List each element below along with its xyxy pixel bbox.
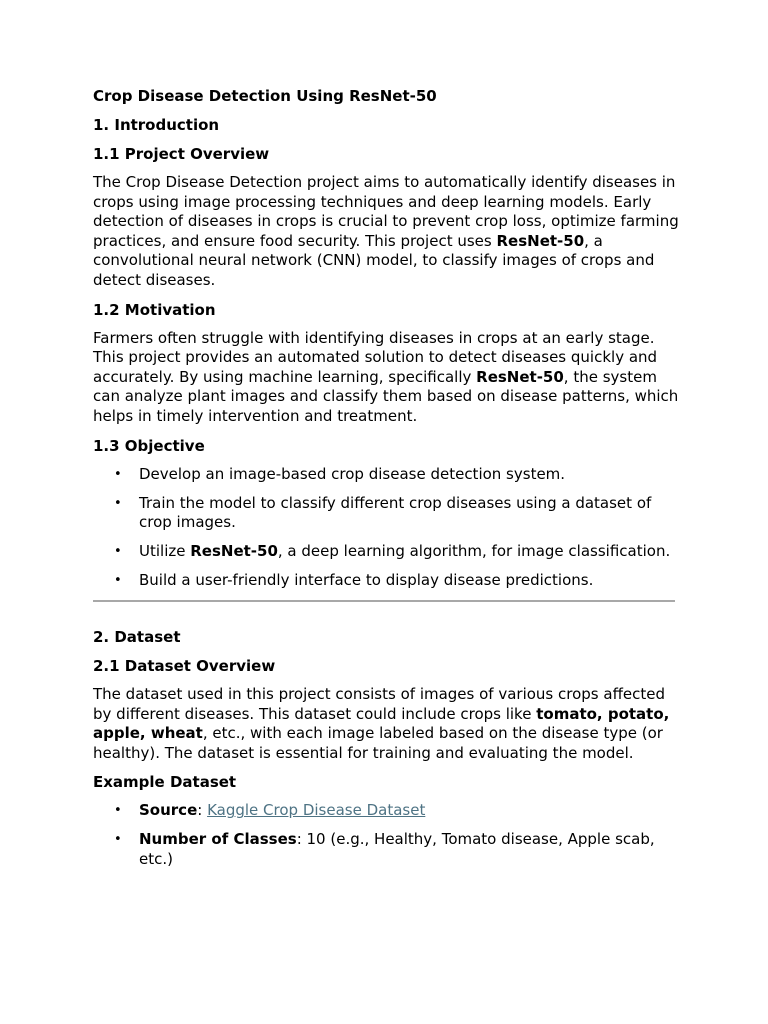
bold-text: ResNet-50 [476,367,564,386]
example-dataset-list [93,801,683,869]
bullet-icon: • [114,544,122,560]
list-item [93,571,683,591]
paragraph-text: , the system can analyze plant images and classify them based on disease patterns, which helps in timely intervention and treatment. [93,367,679,425]
list-item-text: : 10 (e.g., Healthy, Tomato disease, Apple scab, etc.) [139,830,655,869]
paragraph-text: The dataset used in this project consists of images of various crops affected by different diseases. This dataset could include crops like [93,685,666,723]
paragraph-text: , a convolutional neural network (CNN) model, to classify images of crops and detect diseases. [93,231,655,289]
section-heading-introduction: 1. Introduction [93,116,220,134]
bold-text: ResNet-50 [190,542,278,561]
objective-list [93,465,683,591]
dataset-overview-paragraph [93,685,683,763]
list-item [93,494,683,533]
paragraph-text: , etc., with each image labeled based on the disease type (or healthy). The dataset is essential for training and evaluating the model. [93,724,663,762]
bold-text: Source [139,801,198,820]
horizontal-divider [93,600,675,602]
bold-text: Number of Classes [139,830,297,849]
list-item-text: Build a user-friendly interface to display disease predictions. [139,571,594,590]
list-item-text: Train the model to classify different crop diseases using a dataset of crop images. [139,493,652,532]
paragraph-text: Farmers often struggle with identifying diseases in crops at an early stage. This project provides an automated solution to detect diseases quickly and accurately. By using machine learning, specifically [93,328,658,386]
subsection-heading-project-overview: 1.1 Project Overview [93,145,270,163]
list-item [93,465,683,485]
bullet-icon: • [114,466,122,482]
list-item [93,801,683,821]
section-heading-dataset: 2. Dataset [93,628,181,647]
list-item [93,542,683,562]
document-page [93,86,683,879]
subsection-heading-dataset-overview: 2.1 Dataset Overview [93,657,276,676]
subsection-heading-objective: 1.3 Objective [93,436,205,455]
kaggle-dataset-link[interactable]: Kaggle Crop Disease Dataset [207,801,426,820]
bold-text: ResNet-50 [496,231,585,250]
bullet-icon: • [114,832,122,848]
bullet-icon: • [114,495,122,511]
example-dataset-heading: Example Dataset [93,773,237,792]
project-overview-paragraph [93,173,683,291]
motivation-paragraph [93,329,683,427]
paragraph-text: The Crop Disease Detection project aims to automatically identify diseases in crops using image processing techniques and deep learning models. Early detection of diseases in crops is crucial to prevent crop loss, optimize farming practices, and ensure food security. This project uses [93,173,679,250]
list-item-text: Develop an image-based crop disease detection system. [139,464,566,483]
list-item-text: , a deep learning algorithm, for image classification. [277,542,671,561]
subsection-heading-motivation: 1.2 Motivation [93,300,216,319]
bullet-icon: • [114,803,122,819]
document-title: Crop Disease Detection Using ResNet-50 [93,87,437,105]
bullet-icon: • [114,573,122,589]
list-item-text: Utilize [139,542,191,561]
bold-text: tomato, potato, apple, wheat [93,704,670,743]
list-item [93,830,683,869]
list-item-text: : [197,801,208,820]
